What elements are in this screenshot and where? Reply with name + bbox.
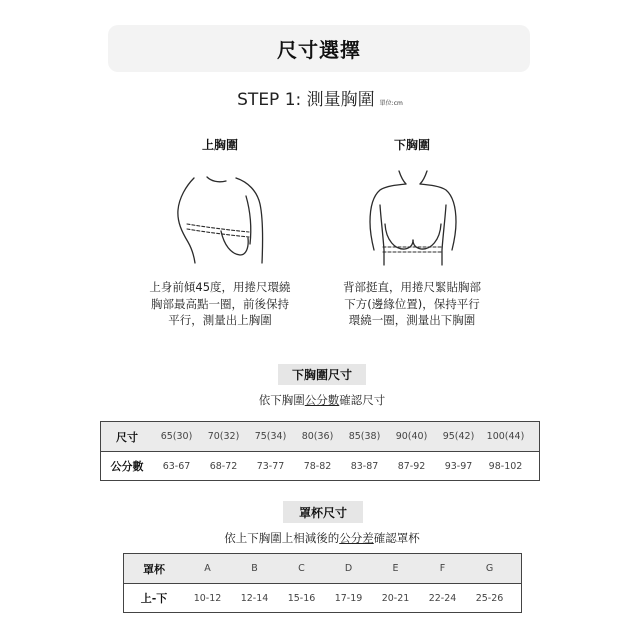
overbust-side-view-illustration bbox=[150, 165, 275, 270]
cup-cell: E bbox=[392, 563, 399, 574]
band-size-instruction bbox=[2, 393, 640, 407]
size-cell: 70(32) bbox=[207, 431, 240, 442]
overbust-instructions bbox=[130, 279, 310, 329]
instruction-line: 上身前傾45度，用捲尺環繞 bbox=[149, 280, 291, 294]
table-row bbox=[101, 452, 539, 480]
instruction-text: 確認尺寸 bbox=[339, 393, 386, 407]
neck-line bbox=[207, 177, 226, 182]
cup-cell: G bbox=[485, 563, 494, 574]
difference-cell: 22-24 bbox=[428, 592, 457, 604]
page-title: 尺寸選擇 bbox=[277, 38, 361, 62]
row-label-cup: 罩杯 bbox=[143, 562, 165, 576]
cup-cell: C bbox=[298, 563, 305, 574]
cup-cell: D bbox=[344, 563, 353, 574]
row-label-difference: 上-下 bbox=[140, 592, 168, 605]
range-cell: 68-72 bbox=[209, 460, 238, 472]
tape-line-lower bbox=[187, 229, 249, 237]
instruction-text: 依下胸圍 bbox=[258, 393, 305, 407]
instruction-line: 環繞一圈，測量出下胸圍 bbox=[348, 313, 476, 327]
size-cell: 100(44) bbox=[486, 431, 525, 442]
measuring-tape-dashed-line bbox=[187, 224, 249, 237]
range-cell: 83-87 bbox=[350, 460, 379, 472]
difference-cell: 15-16 bbox=[287, 592, 316, 604]
cup-cell: B bbox=[251, 563, 258, 574]
size-cell: 75(34) bbox=[254, 431, 287, 442]
overbust-label: 上胸圍 bbox=[201, 138, 238, 152]
instruction-line: 下方(邊緣位置)，保持平行 bbox=[344, 296, 480, 311]
step-title: STEP 1: 測量胸圍 bbox=[237, 90, 375, 110]
size-cell: 90(40) bbox=[395, 431, 428, 442]
shoulder-arm-right-line bbox=[420, 184, 456, 250]
row-label-size: 尺寸 bbox=[116, 430, 138, 444]
cup-size-title: 罩杯尺寸 bbox=[298, 505, 347, 520]
difference-cell: 12-14 bbox=[240, 592, 269, 604]
body-outline bbox=[370, 171, 456, 265]
size-cell: 80(36) bbox=[301, 431, 334, 442]
unit-note: 單位:cm bbox=[379, 100, 403, 107]
neck-right-line bbox=[420, 171, 427, 184]
back-line bbox=[178, 178, 195, 263]
table-row bbox=[101, 422, 539, 452]
instruction-text: 確認罩杯 bbox=[373, 531, 420, 545]
instruction-emphasis: 公分數 bbox=[304, 393, 340, 407]
arm-outer-line bbox=[236, 178, 263, 263]
neck-left-line bbox=[399, 171, 406, 184]
range-cell: 93-97 bbox=[444, 460, 473, 472]
instruction-emphasis: 公分差 bbox=[339, 531, 374, 545]
cup-cell: F bbox=[439, 563, 446, 574]
body-outline bbox=[178, 177, 263, 263]
cup-size-heading bbox=[283, 501, 363, 523]
difference-cell: 10-12 bbox=[193, 592, 222, 604]
torso-right-line bbox=[442, 205, 446, 265]
title-banner bbox=[108, 25, 530, 72]
band-size-heading bbox=[278, 364, 366, 385]
step-heading bbox=[0, 89, 640, 111]
range-cell: 78-82 bbox=[303, 460, 332, 472]
breast-left-line bbox=[385, 224, 413, 249]
size-cell: 85(38) bbox=[348, 431, 381, 442]
shoulder-arm-left-line bbox=[370, 184, 406, 250]
size-cell: 95(42) bbox=[442, 431, 475, 442]
underbust-front-view-illustration bbox=[360, 165, 465, 270]
underbust-instructions bbox=[322, 279, 502, 329]
size-cell: 65(30) bbox=[160, 431, 193, 442]
band-size-title: 下胸圍尺寸 bbox=[291, 368, 352, 382]
difference-cell: 25-26 bbox=[475, 592, 504, 604]
torso-left-line bbox=[380, 205, 384, 265]
table-row bbox=[124, 584, 521, 612]
instruction-line: 背部挺直，用捲尺緊貼胸部 bbox=[343, 280, 481, 294]
table-row bbox=[124, 554, 521, 584]
underbust-label: 下胸圍 bbox=[393, 138, 430, 152]
difference-cell: 20-21 bbox=[381, 592, 410, 604]
range-cell: 87-92 bbox=[397, 460, 426, 472]
instruction-line: 胸部最高點一圈，前後保持 bbox=[151, 296, 289, 311]
instruction-text: 依上下胸圍上相減後的 bbox=[224, 531, 340, 545]
breast-right-line bbox=[413, 224, 441, 249]
instruction-line: 平行，測量出上胸圍 bbox=[168, 313, 272, 327]
difference-cell: 17-19 bbox=[334, 592, 363, 604]
cup-size-table bbox=[123, 553, 522, 613]
range-cell: 73-77 bbox=[256, 460, 285, 472]
row-label-centimeters: 公分數 bbox=[110, 460, 144, 473]
band-size-table bbox=[100, 421, 540, 481]
cup-cell: A bbox=[204, 563, 211, 574]
range-cell: 98-102 bbox=[488, 460, 523, 472]
range-cell: 63-67 bbox=[162, 460, 191, 472]
measuring-tape-dashed-line bbox=[383, 247, 443, 252]
cup-size-instruction bbox=[2, 531, 640, 545]
